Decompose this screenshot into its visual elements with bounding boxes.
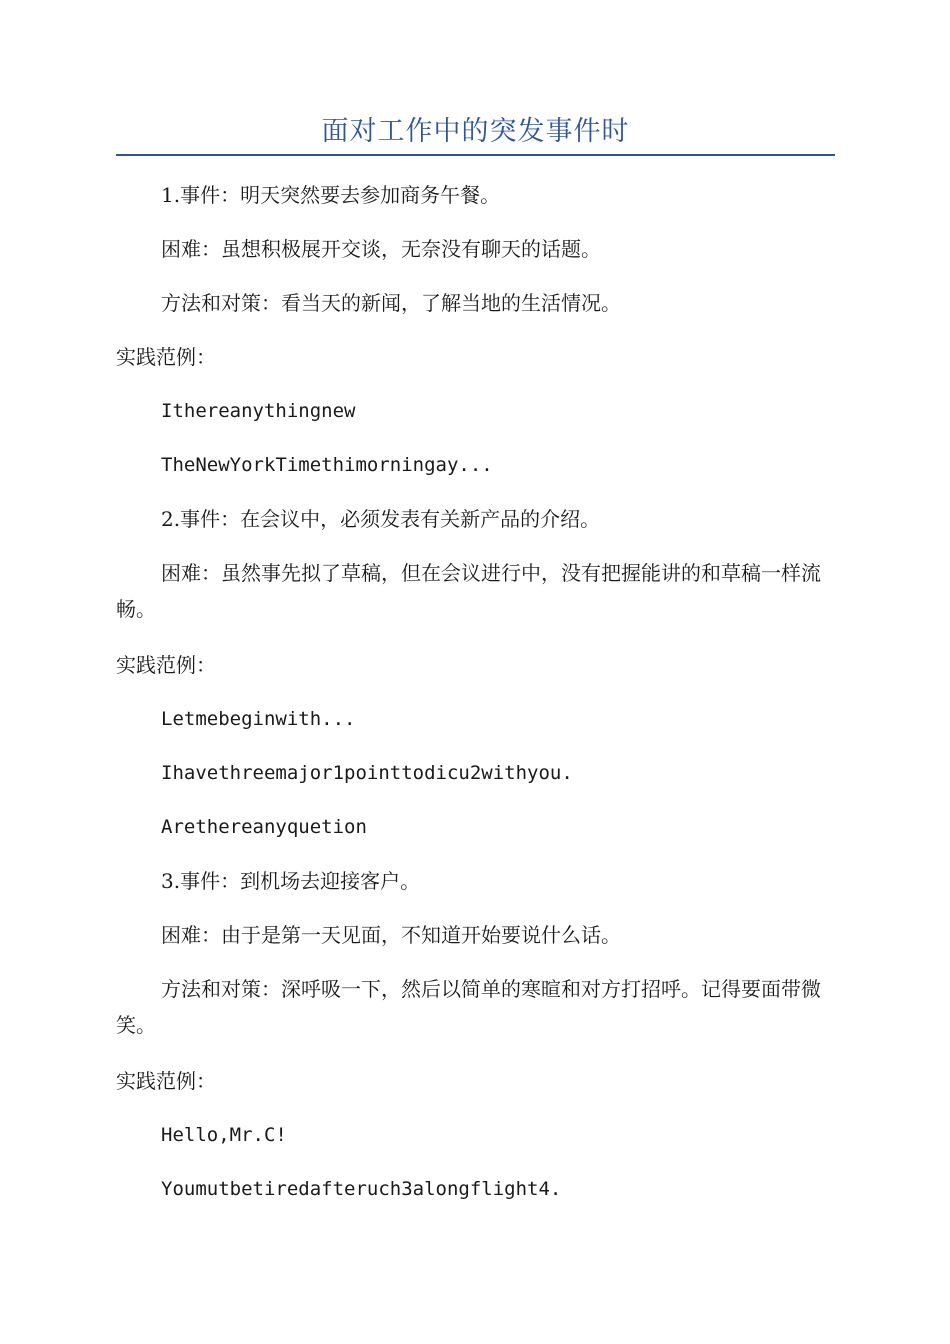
example-line: TheNewYorkTimethimorningay...	[161, 454, 493, 476]
paragraph-method-1: 方法和对策：看当天的新闻，了解当地的生活情况。	[161, 291, 621, 315]
example-line: Ihavethreemajor1pointtodicu2withyou.	[161, 762, 573, 784]
example-line: Ithereanythingnew	[161, 400, 356, 422]
example-line: Youmutbetiredafteruch3alongflight4.	[161, 1178, 562, 1200]
paragraph-event-1: 1.事件：明天突然要去参加商务午餐。	[161, 183, 501, 207]
paragraph-difficulty-3: 困难：由于是第一天见面，不知道开始要说什么话。	[161, 923, 621, 947]
document-title: 面对工作中的突发事件时	[321, 116, 630, 147]
paragraph-example-heading-1: 实践范例：	[116, 345, 216, 369]
paragraph-method-3: 方法和对策：深呼吸一下，然后以简单的寒暄和对方打招呼。记得要面带微笑。	[116, 977, 821, 1037]
example-line: Hello,Mr.C!	[161, 1124, 287, 1146]
paragraph-example-heading-3: 实践范例：	[116, 1069, 216, 1093]
paragraph-event-2: 2.事件：在会议中，必须发表有关新产品的介绍。	[161, 507, 601, 531]
paragraph-difficulty-1: 困难：虽想积极展开交谈，无奈没有聊天的话题。	[161, 237, 601, 261]
title-underline	[116, 154, 835, 156]
paragraph-event-3: 3.事件：到机场去迎接客户。	[161, 869, 421, 893]
example-line: Arethereanyquetion	[161, 816, 367, 838]
example-line: Letmebeginwith...	[161, 708, 356, 730]
paragraph-difficulty-2: 困难：虽然事先拟了草稿，但在会议进行中，没有把握能讲的和草稿一样流畅。	[116, 561, 821, 621]
paragraph-example-heading-2: 实践范例：	[116, 653, 216, 677]
